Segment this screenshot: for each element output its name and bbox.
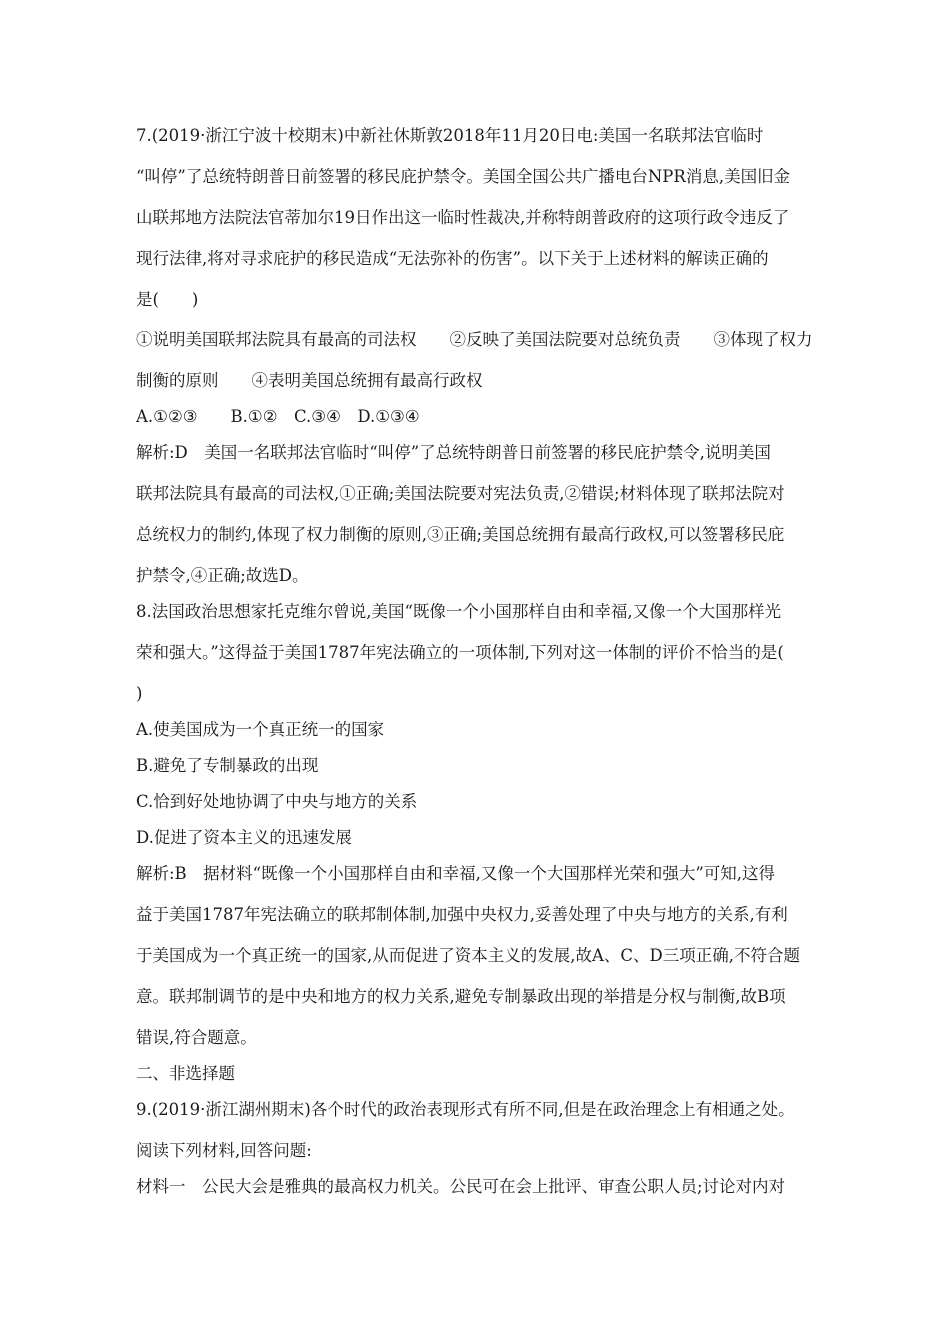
q8-option-b: B.避免了专制暴政的出现 bbox=[136, 756, 319, 775]
q7-statements-line-2: 制衡的原则 ④表明美国总统拥有最高行政权 bbox=[136, 371, 483, 390]
q8-option-c: C.恰到好处地协调了中央与地方的关系 bbox=[136, 792, 418, 811]
q7-analysis-line-2: 联邦法院具有最高的司法权,①正确;美国法院要对宪法负责,②错误;材料体现了联邦法院对 bbox=[136, 484, 785, 503]
q7-stem-line-4: 现行法律,将对寻求庇护的移民造成“无法弥补的伤害”。以下关于上述材料的解读正确的 bbox=[136, 249, 769, 268]
q9-stem-line-2: 阅读下列材料,回答问题: bbox=[136, 1141, 312, 1160]
q9-stem-line-1: 9.(2019·浙江湖州期末)各个时代的政治表现形式有所不同,但是在政治理念上有相通之处。 bbox=[136, 1100, 795, 1119]
q7-analysis-line-1: 解析:D 美国一名联邦法官临时“叫停”了总统特朗普日前签署的移民庇护禁令,说明美国 bbox=[136, 443, 771, 462]
q8-analysis-line-3: 于美国成为一个真正统一的国家,从而促进了资本主义的发展,故A、C、D三项正确,不符合题 bbox=[136, 946, 801, 965]
q7-analysis-line-4: 护禁令,④正确;故选D。 bbox=[136, 566, 309, 585]
q8-analysis-line-1: 解析:B 据材料“既像一个小国那样自由和幸福,又像一个大国那样光荣和强大”可知,这得 bbox=[136, 864, 776, 883]
q7-statements-line-1: ①说明美国联邦法院具有最高的司法权 ②反映了美国法院要对总统负责 ③体现了权力 bbox=[136, 330, 813, 349]
q8-option-a: A.使美国成为一个真正统一的国家 bbox=[136, 720, 385, 739]
q8-analysis-line-5: 错误,符合题意。 bbox=[136, 1028, 257, 1047]
q7-analysis-line-3: 总统权力的制约,体现了权力制衡的原则,③正确;美国总统拥有最高行政权,可以签署移民庇 bbox=[136, 525, 785, 544]
q7-stem-line-2: “叫停”了总统特朗普日前签署的移民庇护禁令。美国全国公共广播电台NPR消息,美国旧金 bbox=[136, 167, 791, 186]
q7-stem-line-5: 是( ) bbox=[136, 290, 199, 309]
q8-analysis-line-4: 意。联邦制调节的是中央和地方的权力关系,避免专制暴政出现的举措是分权与制衡,故B项 bbox=[136, 987, 786, 1006]
q8-option-d: D.促进了资本主义的迅速发展 bbox=[136, 828, 352, 847]
q8-stem-line-2: 荣和强大。”这得益于美国1787年宪法确立的一项体制,下列对这一体制的评价不恰当的是( bbox=[136, 643, 784, 662]
q8-stem-line-1: 8.法国政治思想家托克维尔曾说,美国“既像一个小国那样自由和幸福,又像一个大国那样光 bbox=[136, 602, 782, 621]
q8-analysis-line-2: 益于美国1787年宪法确立的联邦制体制,加强中央权力,妥善处理了中央与地方的关系,有利 bbox=[136, 905, 788, 924]
q7-options: A.①②③ B.①② C.③④ D.①③④ bbox=[136, 407, 420, 426]
q7-stem-line-1: 7.(2019·浙江宁波十校期末)中新社休斯敦2018年11月20日电:美国一名联邦法官临时 bbox=[136, 126, 764, 145]
q7-stem-line-3: 山联邦地方法院法官蒂加尔19日作出这一临时性裁决,并称特朗普政府的这项行政令违反了 bbox=[136, 208, 790, 227]
q8-stem-line-3: ) bbox=[136, 684, 143, 703]
q9-material-1-line-1: 材料一 公民大会是雅典的最高权力机关。公民可在会上批评、审查公职人员;讨论对内对 bbox=[136, 1177, 786, 1196]
section-heading: 二、非选择题 bbox=[136, 1064, 235, 1083]
